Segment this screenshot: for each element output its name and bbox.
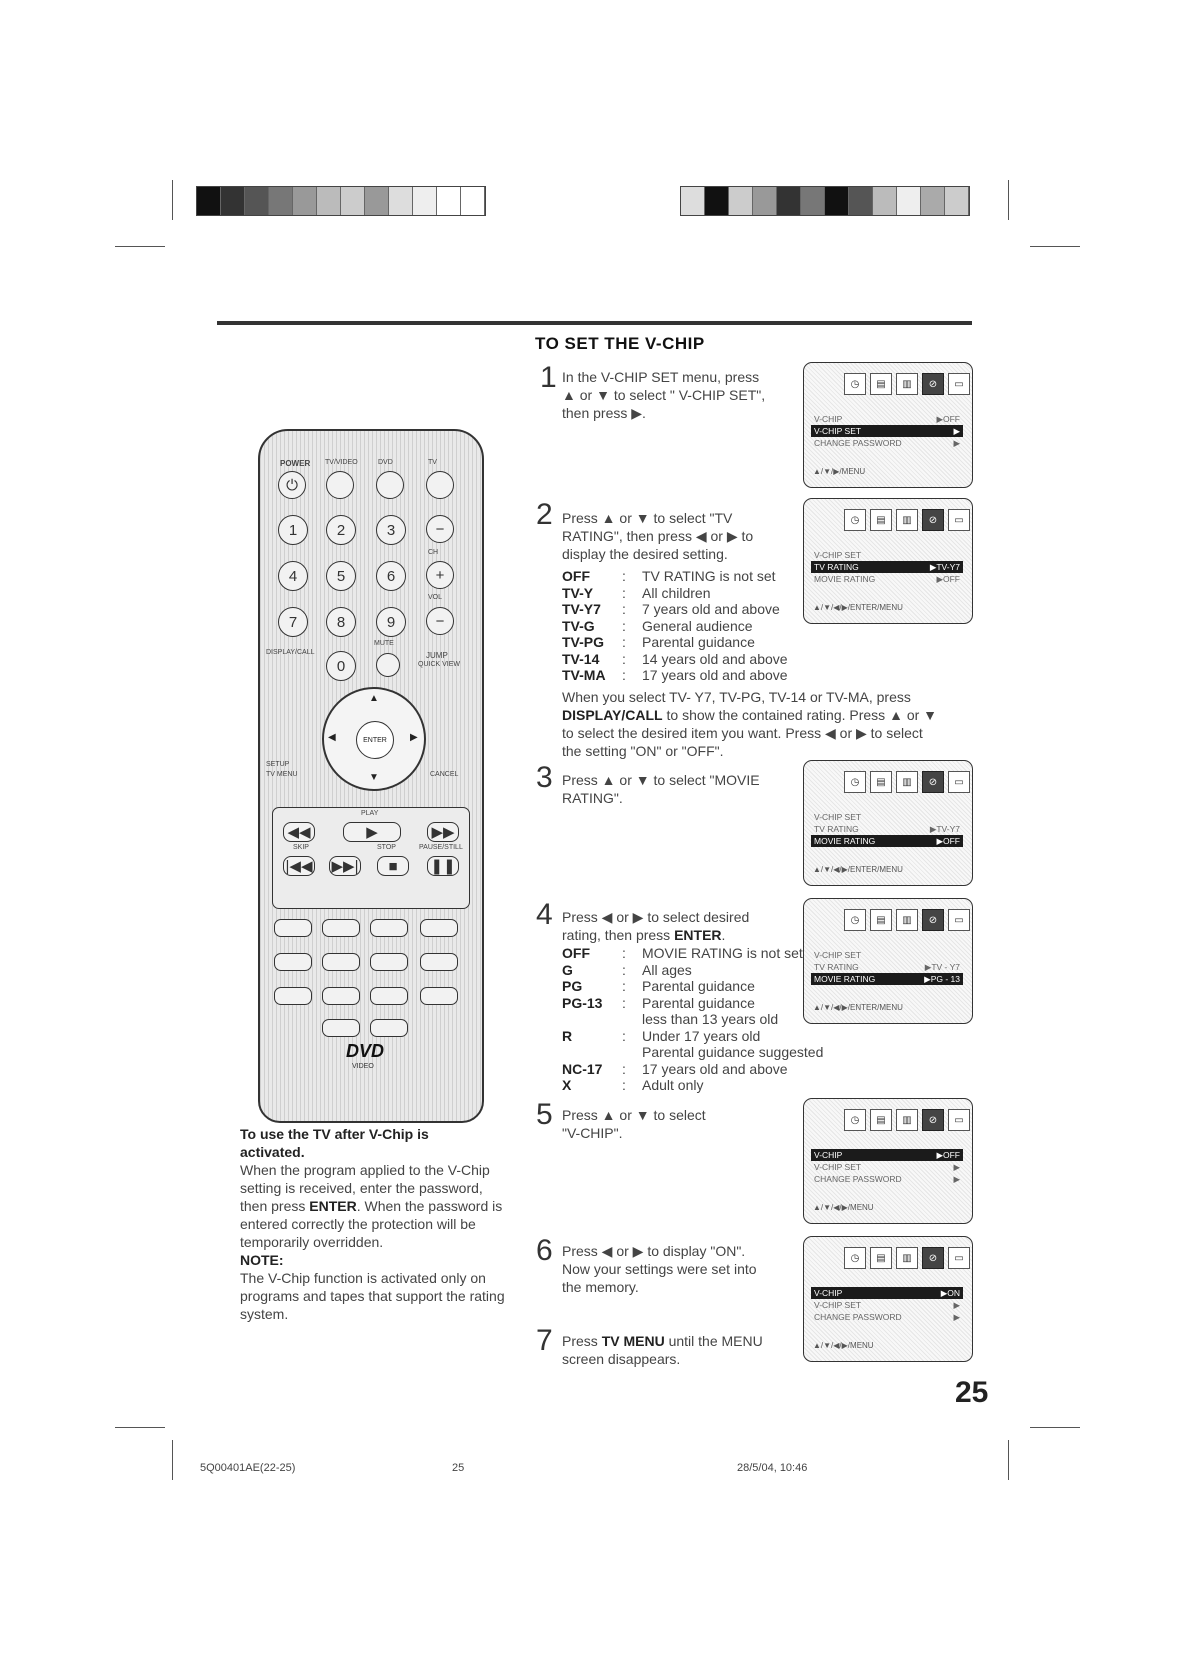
- function-button-icon: [370, 987, 408, 1005]
- osd-item-label: CHANGE PASSWORD: [814, 1174, 902, 1184]
- skip-label: SKIP: [293, 844, 309, 851]
- function-button-icon: [420, 953, 458, 971]
- channel-icon: ▥: [896, 373, 918, 395]
- rating-code: OFF: [562, 945, 590, 961]
- rating-sep: :: [622, 667, 626, 683]
- rating-desc: Parental guidance suggested: [642, 1044, 824, 1060]
- rating-desc: General audience: [642, 617, 753, 634]
- rating-code: PG: [562, 978, 583, 994]
- clock-icon: ◷: [844, 373, 866, 395]
- rating-sep: :: [622, 601, 626, 617]
- mute-label: MUTE: [374, 640, 394, 647]
- fast-forward-icon: ▶▶: [427, 822, 459, 842]
- rating-row: [562, 1028, 823, 1045]
- digit-7-icon: 7: [278, 607, 308, 637]
- audio-icon: ▭: [948, 373, 970, 395]
- osd-menu-row: [811, 823, 963, 835]
- clock-icon: ◷: [844, 771, 866, 793]
- function-button-icon: [274, 919, 312, 937]
- tv-menu-label: TV MENU: [266, 771, 298, 778]
- osd-menu-icons: [844, 771, 970, 793]
- note-line: entered correctly the protection will be: [240, 1216, 476, 1232]
- digit-5-icon: 5: [326, 561, 356, 591]
- volume-up-icon: +: [426, 561, 454, 589]
- rating-code: G: [562, 961, 573, 978]
- lock-icon: ⊘: [922, 509, 944, 531]
- osd-menu-row: [811, 413, 963, 425]
- osd-item-label: V-CHIP SET: [814, 1300, 862, 1310]
- rating-sep: :: [622, 617, 626, 634]
- quick-view-label: QUICK VIEW: [418, 661, 461, 668]
- osd-menu-row: [811, 549, 963, 561]
- tv-video-button-icon: [326, 471, 354, 499]
- osd-menu-row: [811, 835, 963, 847]
- osd-menu-row: [811, 425, 963, 437]
- step-2-extra-text: When you select TV- Y7, TV-PG, TV-14 or TV-MA, press DISPLAY/CALL to show the contained rating. Press ▲ or ▼ to select the desired item you want. Press ◀ or ▶ to select the setting "ON" or "OFF".: [562, 689, 938, 759]
- osd-menu-row: [811, 1299, 963, 1311]
- osd-menu-row: [811, 1287, 963, 1299]
- picture-icon: ▤: [870, 771, 892, 793]
- rating-sep: [622, 1044, 642, 1061]
- function-button-icon: [420, 919, 458, 937]
- step-1-text: In the V-CHIP SET menu, press ▲ or ▼ to select " V-CHIP SET", then press ▶.: [562, 369, 766, 421]
- crop-mark: [1008, 1440, 1009, 1480]
- osd-item-label: V-CHIP SET: [814, 950, 862, 960]
- osd-item-value: ▶: [953, 1300, 960, 1310]
- dvd-button-icon: [376, 471, 404, 499]
- tv-button-icon: [426, 471, 454, 499]
- audio-icon: ▭: [948, 1109, 970, 1131]
- rating-row: [562, 667, 788, 684]
- step-5-text: Press ▲ or ▼ to select "V-CHIP".: [562, 1107, 706, 1141]
- osd-menu-row: [811, 811, 963, 823]
- osd-item-value: ▶OFF: [936, 574, 960, 584]
- digit-1-icon: 1: [278, 515, 308, 545]
- rating-sep: :: [622, 1027, 626, 1044]
- step-number: 3: [536, 761, 553, 794]
- tv-label: TV: [428, 459, 437, 466]
- osd-menu-row: [811, 1161, 963, 1173]
- osd-menu-icons: [844, 909, 970, 931]
- osd-footer-hint: ▲/▼/▶/MENU: [813, 467, 866, 476]
- stop-icon: ■: [377, 856, 409, 876]
- rewind-icon: ◀◀: [283, 822, 315, 842]
- osd-footer-hint: ▲/▼/◀/▶/MENU: [813, 1203, 874, 1212]
- osd-item-value: ▶OFF: [936, 1150, 960, 1160]
- digit-8-icon: 8: [326, 607, 356, 637]
- digit-2-icon: 2: [326, 515, 356, 545]
- right-arrow-icon: ▶: [410, 732, 418, 743]
- crop-mark: [172, 180, 173, 220]
- osd-menu-row: [811, 1173, 963, 1185]
- footer-date: 28/5/04, 10:46: [737, 1462, 808, 1474]
- function-button-icon: [322, 1019, 360, 1037]
- crop-mark: [1030, 1427, 1080, 1428]
- osd-item-value: ▶TV-Y7: [929, 562, 960, 572]
- osd-item-label: V-CHIP: [814, 414, 843, 424]
- pause-icon: ❚❚: [427, 856, 459, 876]
- function-button-icon: [274, 953, 312, 971]
- tv-video-label: TV/VIDEO: [325, 459, 358, 466]
- rating-sep: :: [622, 568, 626, 584]
- rating-code: TV-G: [562, 617, 595, 634]
- channel-icon: ▥: [896, 509, 918, 531]
- rating-row: [562, 585, 788, 602]
- osd-item-value: ▶TV - Y7: [924, 962, 960, 972]
- rating-desc: All children: [642, 584, 711, 601]
- osd-item-value: ▶: [953, 426, 960, 436]
- clock-icon: ◷: [844, 1109, 866, 1131]
- rating-row: [562, 618, 788, 635]
- audio-icon: ▭: [948, 771, 970, 793]
- rating-sep: :: [622, 1060, 626, 1077]
- function-button-icon: [370, 953, 408, 971]
- rating-row: [562, 962, 823, 979]
- enter-button-icon: ENTER: [356, 721, 394, 759]
- note-line: system.: [240, 1306, 289, 1322]
- step-6-text: Press ◀ or ▶ to display "ON". Now your settings were set into the memory.: [562, 1243, 757, 1295]
- direction-pad-icon: [322, 687, 426, 791]
- play-icon: ▶: [343, 822, 401, 842]
- osd-screen-vchip-off: [803, 1098, 973, 1224]
- lock-icon: ⊘: [922, 1247, 944, 1269]
- channel-icon: ▥: [896, 1109, 918, 1131]
- rating-sep: :: [622, 650, 626, 667]
- lock-icon: ⊘: [922, 373, 944, 395]
- step-7-text: Press TV MENU until the MENU screen disappears.: [562, 1333, 763, 1367]
- note-line: When the program applied to the V-Chip: [240, 1162, 490, 1178]
- osd-item-label: TV RATING: [814, 824, 859, 834]
- rating-desc: 17 years old and above: [642, 1060, 788, 1077]
- rating-desc: Parental guidance: [642, 978, 755, 994]
- rating-code: R: [562, 1027, 573, 1044]
- osd-item-label: MOVIE RATING: [814, 974, 876, 984]
- osd-item-label: V-CHIP SET: [814, 550, 862, 560]
- osd-item-value: ▶: [953, 438, 960, 448]
- step-number: 4: [536, 898, 553, 931]
- rating-code: TV-14: [562, 650, 600, 667]
- rating-row: [562, 1044, 823, 1061]
- cancel-label: CANCEL: [430, 771, 459, 778]
- picture-icon: ▤: [870, 509, 892, 531]
- movie-rating-table: [562, 945, 823, 1094]
- step-number: 7: [536, 1324, 553, 1357]
- transport-panel: [272, 807, 470, 909]
- osd-menu-row: [811, 1311, 963, 1323]
- rating-code: OFF: [562, 568, 590, 584]
- function-button-icon: [322, 987, 360, 1005]
- power-button-icon: ⏻: [278, 471, 306, 499]
- setup-label: SETUP: [266, 761, 290, 768]
- rating-code: [562, 1044, 622, 1061]
- note-heading: To use the TV after V-Chip is: [240, 1126, 429, 1142]
- note-subheading: NOTE:: [240, 1252, 284, 1268]
- vol-label: VOL: [428, 594, 443, 601]
- picture-icon: ▤: [870, 1247, 892, 1269]
- osd-item-label: TV RATING: [814, 962, 859, 972]
- note-line: setting is received, enter the password,: [240, 1180, 483, 1196]
- rating-sep: :: [622, 978, 626, 994]
- osd-menu-icons: [844, 509, 970, 531]
- picture-icon: ▤: [870, 373, 892, 395]
- osd-screen-movie-rating: [803, 760, 973, 886]
- rating-desc: MOVIE RATING is not set: [642, 945, 803, 961]
- osd-menu-row: [811, 1149, 963, 1161]
- rating-code: TV-MA: [562, 667, 606, 683]
- step-2-text: Press ▲ or ▼ to select "TV RATING", then press ◀ or ▶ to display the desired setting.: [562, 510, 754, 562]
- rating-sep: :: [622, 584, 626, 601]
- play-label: PLAY: [361, 810, 379, 817]
- function-button-icon: [370, 919, 408, 937]
- channel-icon: ▥: [896, 909, 918, 931]
- header-rule: [217, 321, 972, 325]
- rating-sep: :: [622, 634, 626, 650]
- rating-row: [562, 945, 823, 962]
- rating-code: TV-PG: [562, 634, 605, 650]
- osd-menu-row: [811, 573, 963, 585]
- footer-page: 25: [452, 1462, 465, 1474]
- rating-desc: Parental guidance: [642, 634, 755, 650]
- digit-4-icon: 4: [278, 561, 308, 591]
- osd-screen-movie-rating-set: [803, 898, 973, 1024]
- rating-desc: Adult only: [642, 1077, 704, 1093]
- rating-desc: 14 years old and above: [642, 650, 788, 667]
- power-label: POWER: [280, 459, 311, 468]
- crop-mark: [1008, 180, 1009, 220]
- rating-code: X: [562, 1077, 572, 1093]
- channel-down-icon: −: [426, 515, 454, 543]
- digit-3-icon: 3: [376, 515, 406, 545]
- crop-mark: [115, 246, 165, 247]
- rating-code: TV-Y: [562, 584, 594, 601]
- osd-item-label: V-CHIP: [814, 1288, 843, 1298]
- osd-menu-icons: [844, 1109, 970, 1131]
- color-calibration-bar: [196, 186, 486, 216]
- osd-screen-tv-rating: [803, 498, 973, 624]
- audio-icon: ▭: [948, 1247, 970, 1269]
- osd-item-label: V-CHIP SET: [814, 1162, 862, 1172]
- lock-icon: ⊘: [922, 909, 944, 931]
- rating-row: [562, 634, 788, 651]
- osd-menu-row: [811, 949, 963, 961]
- mute-button-icon: [376, 653, 400, 677]
- picture-icon: ▤: [870, 1109, 892, 1131]
- note-line: temporarily overridden.: [240, 1234, 384, 1250]
- footer-code: 5Q00401AE(22-25): [200, 1462, 296, 1474]
- digit-0-icon: 0: [326, 651, 356, 681]
- rating-code: [562, 1011, 622, 1028]
- rating-code: TV-Y7: [562, 601, 601, 617]
- osd-item-label: V-CHIP: [814, 1150, 843, 1160]
- note-line: then press ENTER. When the password is: [240, 1198, 503, 1214]
- left-arrow-icon: ◀: [328, 732, 336, 743]
- osd-menu-row: [811, 973, 963, 985]
- osd-footer-hint: ▲/▼/◀/▶/ENTER/MENU: [813, 1003, 903, 1012]
- osd-item-value: ▶: [953, 1174, 960, 1184]
- rating-desc: All ages: [642, 961, 692, 978]
- rating-sep: :: [622, 1077, 626, 1093]
- display-call-label: DISPLAY/CALL: [266, 649, 315, 656]
- skip-back-icon: |◀◀: [283, 856, 315, 876]
- page-number: 25: [955, 1376, 989, 1409]
- rating-sep: :: [622, 945, 626, 961]
- crop-mark: [1030, 246, 1080, 247]
- tv-rating-table: [562, 568, 788, 684]
- rating-row: [562, 651, 788, 668]
- rating-sep: [622, 1011, 642, 1028]
- step-3-text: Press ▲ or ▼ to select "MOVIE RATING".: [562, 772, 760, 806]
- pause-label: PAUSE/STILL: [419, 844, 463, 851]
- osd-item-label: V-CHIP SET: [814, 426, 862, 436]
- color-calibration-bar: [680, 186, 970, 216]
- note-heading: activated.: [240, 1144, 305, 1160]
- after-vchip-note: [240, 1125, 540, 1323]
- osd-screen-vchip-on: [803, 1236, 973, 1362]
- osd-menu-row: [811, 437, 963, 449]
- crop-mark: [115, 1427, 165, 1428]
- osd-item-label: CHANGE PASSWORD: [814, 438, 902, 448]
- osd-item-value: ▶OFF: [936, 414, 960, 424]
- rating-row: [562, 1077, 823, 1094]
- lock-icon: ⊘: [922, 771, 944, 793]
- rating-sep: :: [622, 961, 626, 978]
- step-number: 6: [536, 1234, 553, 1267]
- osd-footer-hint: ▲/▼/◀/▶/ENTER/MENU: [813, 865, 903, 874]
- clock-icon: ◷: [844, 509, 866, 531]
- clock-icon: ◷: [844, 1247, 866, 1269]
- osd-menu-row: [811, 561, 963, 573]
- note-line: The V-Chip function is activated only on: [240, 1270, 486, 1286]
- ch-label: CH: [428, 549, 439, 556]
- page-title: TO SET THE V-CHIP: [535, 334, 705, 353]
- rating-row: [562, 601, 788, 618]
- channel-icon: ▥: [896, 771, 918, 793]
- rating-code: PG-13: [562, 994, 603, 1011]
- step-number: 5: [536, 1098, 553, 1131]
- down-arrow-icon: ▼: [369, 772, 379, 783]
- rating-row: [562, 978, 823, 995]
- osd-footer-hint: ▲/▼/◀/▶/ENTER/MENU: [813, 603, 903, 612]
- osd-item-label: CHANGE PASSWORD: [814, 1312, 902, 1322]
- up-arrow-icon: ▲: [369, 693, 379, 704]
- osd-menu-icons: [844, 1247, 970, 1269]
- rating-desc: less than 13 years old: [642, 1011, 779, 1027]
- rating-desc: Parental guidance: [642, 994, 755, 1011]
- osd-footer-hint: ▲/▼/◀/▶/MENU: [813, 1341, 874, 1350]
- osd-item-label: TV RATING: [814, 562, 859, 572]
- rating-row: [562, 1011, 823, 1028]
- dvd-label: DVD: [378, 459, 393, 466]
- remote-control-illustration: [258, 429, 484, 1123]
- jump-label: JUMP: [426, 651, 448, 660]
- clock-icon: ◷: [844, 909, 866, 931]
- osd-menu-row: [811, 961, 963, 973]
- rating-row: [562, 568, 788, 585]
- osd-menu-icons: [844, 373, 970, 395]
- crop-mark: [172, 1440, 173, 1480]
- audio-icon: ▭: [948, 909, 970, 931]
- osd-item-value: ▶: [953, 1312, 960, 1322]
- osd-item-value: ▶TV-Y7: [929, 824, 960, 834]
- function-button-icon: [322, 953, 360, 971]
- osd-item-value: ▶OFF: [936, 836, 960, 846]
- function-button-icon: [420, 987, 458, 1005]
- audio-icon: ▭: [948, 509, 970, 531]
- function-button-icon: [370, 1019, 408, 1037]
- digit-9-icon: 9: [376, 607, 406, 637]
- step-number: 2: [536, 498, 553, 531]
- function-button-icon: [322, 919, 360, 937]
- osd-item-label: MOVIE RATING: [814, 836, 876, 846]
- osd-screen-vchip-set: [803, 362, 973, 488]
- rating-code: NC-17: [562, 1060, 603, 1077]
- stop-label: STOP: [377, 844, 396, 851]
- rating-row: [562, 1061, 823, 1078]
- function-button-icon: [274, 987, 312, 1005]
- osd-item-label: MOVIE RATING: [814, 574, 876, 584]
- lock-icon: ⊘: [922, 1109, 944, 1131]
- step-4-text: Press ◀ or ▶ to select desired rating, then press ENTER.: [562, 909, 750, 943]
- dvd-logo: DVD: [346, 1041, 385, 1061]
- rating-desc: Under 17 years old: [642, 1027, 761, 1044]
- digit-6-icon: 6: [376, 561, 406, 591]
- osd-item-value: ▶PG - 13: [924, 974, 960, 984]
- skip-forward-icon: ▶▶|: [329, 856, 361, 876]
- osd-item-label: V-CHIP SET: [814, 812, 862, 822]
- rating-row: [562, 995, 823, 1012]
- rating-desc: TV RATING is not set: [642, 568, 776, 584]
- note-line: programs and tapes that support the rating: [240, 1288, 505, 1304]
- rating-sep: :: [622, 994, 626, 1011]
- dvd-logo-sub: VIDEO: [352, 1063, 374, 1070]
- osd-item-value: ▶: [953, 1162, 960, 1172]
- rating-desc: 7 years old and above: [642, 601, 780, 617]
- picture-icon: ▤: [870, 909, 892, 931]
- osd-item-value: ▶ON: [940, 1288, 960, 1298]
- rating-desc: 17 years old and above: [642, 667, 788, 683]
- volume-down-icon: −: [426, 607, 454, 635]
- step-number: 1: [540, 361, 557, 394]
- channel-icon: ▥: [896, 1247, 918, 1269]
